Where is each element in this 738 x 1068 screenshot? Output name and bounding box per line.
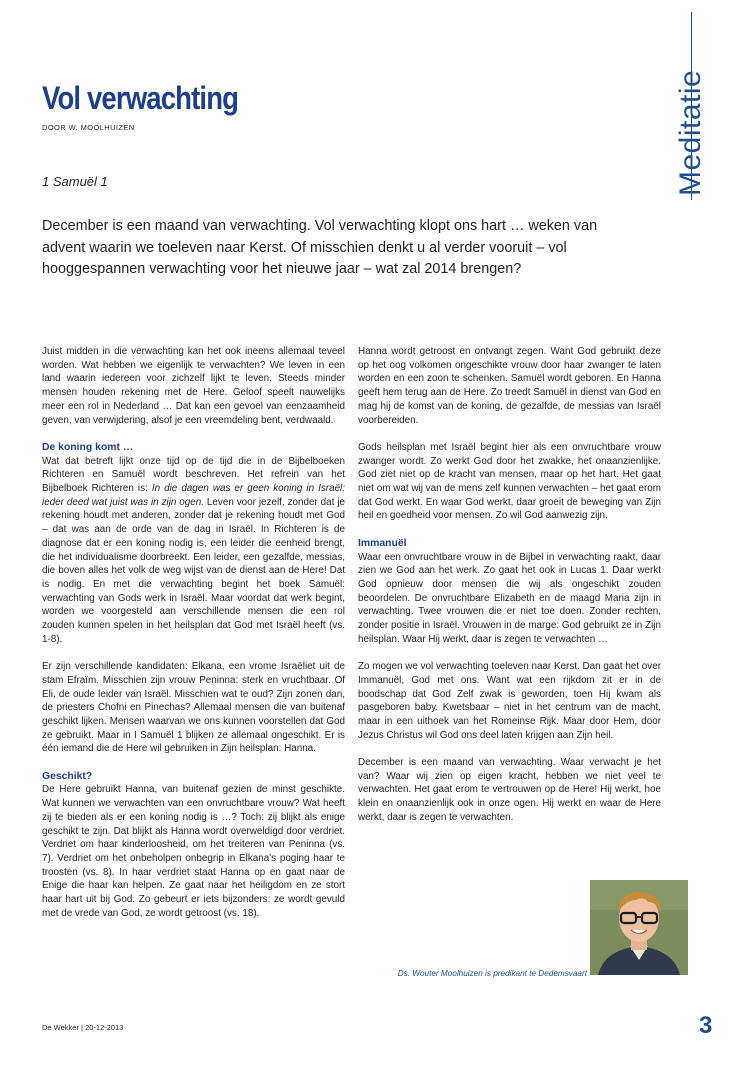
- body-paragraph: Er zijn verschillende kandidaten: Elkana, een vrome Israëliet uit de stam Efraïm. Misschien zijn vrouw Peninna: sterk en vruchtbaar. Of Eli, de oude leider van Israël. Misschien wat te oud? Zijn zonen dan, de priesters Chofni en Pinechas? Allemaal mensen die van buitenaf geschikt lijken. Mensen waarvan we ons kunnen voorstellen dat God ze gebruikt. Maar in I Samuël 1 blijken ze allemaal ongeschikt. Er is één iemand die de Here wil gebruiken in Zijn heilsplan: Hanna.: [42, 661, 345, 755]
- subheading-geschikt: Geschikt?: [42, 770, 93, 782]
- body-paragraph: De Here gebruikt Hanna, van buitenaf gezien de minst geschikte. Wat kunnen we verwachten van een onvruchtbare vrouw? Wat heeft zij te bieden als er een koning nodig is …? Toch: zij blijkt als enige geschikt te zijn. Dat blijkt als Hanna wordt overweldigd door verdriet. Verdriet om haar kinderloosheid, om het treiteren van Peninna (vs. 7). Verdriet om het onbeholpen onbegrip in Elkana's poging haar te troosten (vs. 8). In haar verdriet staat Hanna op en gaat naar de Enige die haar kan helpen. Ze gaat naar het heiligdom en ze stort haar hart uit bij God. Zo gebeurt er iets bijzonders: ze wordt gevuld met de vrede van God, ze wordt getroost (vs. 18).: [42, 784, 345, 919]
- section-label: Meditatie: [674, 69, 707, 196]
- subheading-immanuel: Immanuël: [358, 537, 407, 549]
- body-paragraph: Gods heilsplan met Israël begint hier als een onvruchtbare vrouw zwanger wordt. Zo werkt God door het zwakke, het onaanzienlijke. God ziet niet op de kracht van mensen, maar op het hart. Het gaat niet om wat wij van de mens zelf kunnen verwachten – het gaat erom dat God werkt. En waar God werkt, daar groeit de beweging van Zijn heil en goedheid voor mensen. Zo wil God aanwezig zijn.: [358, 441, 661, 522]
- scripture-reference: 1 Samuël 1: [42, 174, 108, 189]
- body-paragraph: Waar een onvruchtbare vrouw in de Bijbel in verwachting raakt, daar zien we God aan het werk. Zo gaat het ook in Lucas 1. Daar werkt God opnieuw door mensen die wij als ongeschikt zouden beoordelen. De onvruchtbare Elizabeth en de maagd Maria zijn in verwachting. Twee vrouwen die er niet toe doen. Zonder rechten, zonder positie in Israël. Vrouwen in de marge: God gebruikt ze in Zijn heilsplan. Waar Hij werkt, daar is zegen te verwachten …: [358, 551, 661, 645]
- bible-quote: In die dagen was er geen koning in Israël: ieder deed wat juist was in zijn ogen.: [42, 483, 345, 508]
- author-photo: [590, 880, 688, 975]
- article-title: Vol verwachting: [42, 80, 239, 116]
- photo-caption: Ds. Wouter Moolhuizen is predikant te Dedemsvaart: [397, 969, 587, 978]
- author-portrait-icon: [590, 880, 688, 975]
- byline: DOOR W. MOOLHUIZEN: [42, 123, 135, 132]
- body-paragraph: Hanna wordt getroost en ontvangt zegen. Want God gebruikt deze op het oog volkomen ongeschikte vrouw door haar zwanger te laten worden en een zoon te schenken. Samuël wordt geboren. En Hanna geeft hem terug aan de Here. Zo treedt Samuël in dienst van God en mag hij de komst van de koning, de gezalfde, de messias van Israël voorbereiden.: [358, 346, 661, 426]
- body-text: Leven voor jezelf, zonder dat je rekening houdt met anderen, zonder dat je rekening houdt met God – dat was aan de orde van de dag in Israël. In Richteren is de diagnose dat er een koning nodig is, een leider die eenheid brengt, die het individualisme doorbreekt. Een leider, een gezalfde, messias, die boven alles het volk de weg wijst van de dienst aan de Here! Dat is nodig. En met die verwachting begint het boek Samuël: verwachting van Gods werk in Israël. Maar voordat dat werk begint, worden we voorgesteld aan verschillende mensen die een rol zouden kunnen spelen in het heilsplan dat God met Israël heeft (vs. 1-8).: [42, 496, 345, 645]
- body-paragraph: Zo mogen we vol verwachting toeleven naar Kerst. Dan gaat het over Immanuël, God met ons. Want wat een rijkdom zit er in de boodschap dat God Zelf zwak is geworden, toen Hij kwam als pasgeboren baby. Kwetsbaar – niet in het centrum van de macht, maar in een uithoek van het Romeinse Rijk. Maar door Hem, door Jezus Christus wil God ons deel laten krijgen aan Zijn heil.: [358, 661, 662, 741]
- body-paragraph: Juist midden in die verwachting kan het ook ineens allemaal teveel worden. Wat hebben we eigenlijk te verwachten? We leven in een land waarin iedereen voor zichzelf lijkt te leven. Steeds minder mensen houden rekening met de Here. Geloof speelt nauwelijks meer een rol in Nederland … Dat kan een gevoel van eenzaamheid geven, van verwijdering, alsof je een vreemdeling bent, verdwaald.: [42, 346, 345, 426]
- right-column: [358, 345, 661, 825]
- body-paragraph: December is een maand van verwachting. Waar verwacht je het van? Waar wij zien op eigen kracht, hebben we niet veel te verwachten. Het gaat erom te vertrouwen op de Here! Hij werkt, hoe klein en onaanzienlijk ook in onze ogen. Hij werkt en waar de Here werkt, daar is zegen te verwachten.: [358, 757, 661, 823]
- subheading-de-koning-komt: De koning komt …: [42, 441, 134, 453]
- footer-publication: De Wekker | 20-12-2013: [42, 1023, 124, 1032]
- body-text: Wat dat betreft lijkt onze tijd op de tijd die in de Bijbelboeken Richteren en Samuël wordt beschreven. Het refrein van het Bijbelboek Richteren is:: [42, 455, 345, 495]
- body-paragraph: [42, 455, 345, 647]
- lead-paragraph: December is een maand van verwachting. Vol verwachting klopt ons hart … weken van advent waarin we toeleven naar Kerst. Of misschien denkt u al verder vooruit – vol hooggespannen verwachting voor het nieuwe jaar – wat zal 2014 brengen?: [42, 218, 598, 277]
- left-column: [42, 345, 345, 920]
- page-number: 3: [699, 1012, 713, 1039]
